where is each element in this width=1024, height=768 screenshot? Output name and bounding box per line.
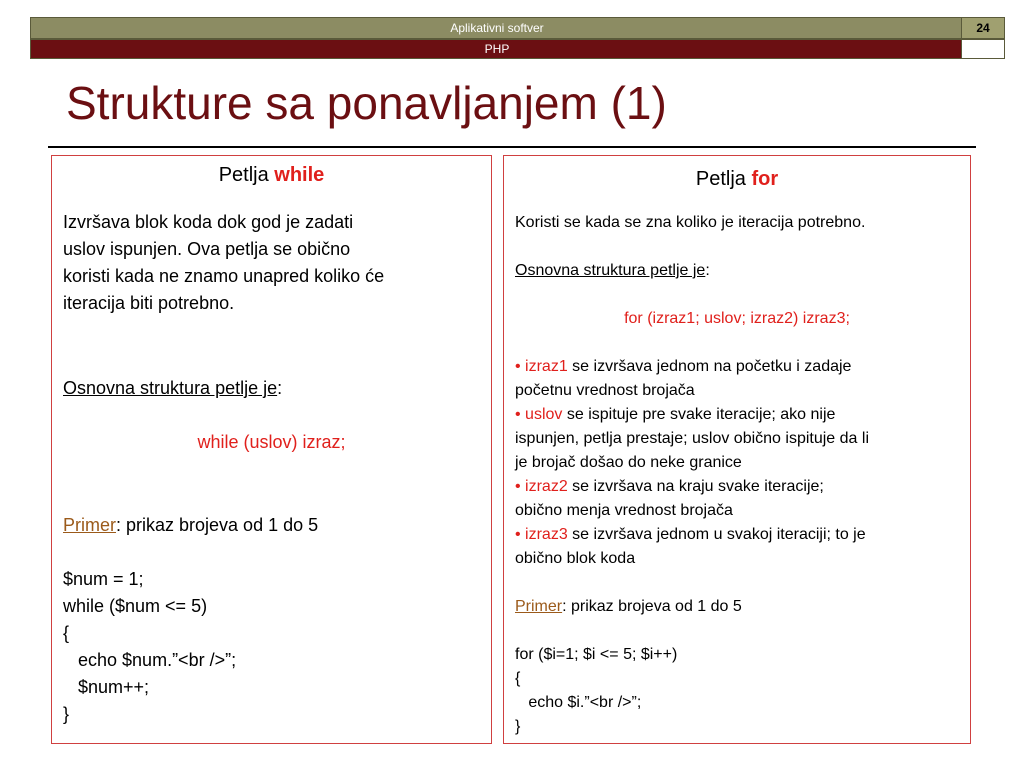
bullet-continuation: ispunjen, petlja prestaje; uslov obično ispituje da li — [515, 430, 869, 447]
while-code-line-6: } — [63, 704, 70, 724]
while-title-keyword: while — [274, 164, 325, 186]
for-panel-title — [504, 168, 970, 191]
while-code-line-4: echo $num.”<br />”; — [63, 650, 237, 670]
while-example-label: Primer — [63, 515, 116, 535]
while-syntax: while (uslov) izraz; — [197, 432, 346, 452]
bullet-continuation: obično blok koda — [515, 550, 636, 567]
for-example-label: Primer — [515, 598, 563, 615]
slide-number: 24 — [961, 18, 1004, 38]
bullet-text: se izvršava na kraju svake iteracije; — [567, 478, 824, 495]
for-example-heading — [515, 595, 742, 619]
for-structure-colon: : — [705, 262, 710, 279]
for-title-keyword: for — [751, 168, 779, 190]
for-bullet-uslov — [515, 403, 835, 427]
while-panel-title — [52, 164, 491, 187]
while-desc-line-1: Izvršava blok koda dok god je zadati — [63, 212, 354, 232]
slide-title: Strukture sa ponavljanjem (1) — [66, 77, 667, 129]
while-desc-line-4: iteracija biti potrebno. — [63, 293, 235, 313]
while-code-line-5: $num++; — [63, 677, 150, 697]
for-bullet-izraz1 — [515, 355, 851, 379]
for-loop-panel — [503, 155, 971, 744]
bullet-marker: • izraz1 — [515, 358, 568, 375]
for-code-line-3: echo $i.”<br />”; — [515, 694, 642, 711]
for-bullet-izraz2 — [515, 475, 824, 499]
bullet-text: se izvršava jednom na početku i zadaje — [567, 358, 852, 375]
while-desc-line-2: uslov ispunjen. Ova petlja se obično — [63, 239, 351, 259]
for-syntax: for (izraz1; uslov; izraz2) izraz3; — [624, 310, 850, 327]
while-code-line-3: { — [63, 623, 70, 643]
for-example-text: : prikaz brojeva od 1 do 5 — [562, 598, 742, 615]
bullet-continuation: obično menja vrednost brojača — [515, 502, 733, 519]
for-bullet-izraz3 — [515, 523, 866, 547]
while-example-heading — [63, 513, 318, 537]
bullet-continuation: početnu vrednost brojača — [515, 382, 695, 399]
for-structure-label — [515, 259, 710, 283]
while-loop-panel — [51, 155, 492, 744]
header-topic-bar — [30, 39, 1005, 59]
while-code-line-2: while ($num <= 5) — [63, 596, 208, 616]
for-intro: Koristi se kada se zna koliko je iteracija potrebno. — [515, 214, 866, 231]
bullet-marker: • izraz3 — [515, 526, 568, 543]
for-title-prefix: Petlja — [695, 168, 752, 190]
bullet-marker: • uslov — [515, 406, 563, 423]
bullet-continuation: je brojač došao do neke granice — [515, 454, 742, 471]
while-structure-label — [63, 376, 282, 400]
for-structure-text: Osnovna struktura petlje je — [515, 262, 706, 279]
while-desc-line-3: koristi kada ne znamo unapred koliko će — [63, 266, 385, 286]
while-structure-text: Osnovna struktura petlje je — [63, 378, 278, 398]
topic-spacer — [961, 40, 1004, 58]
header-course-bar — [30, 17, 1005, 39]
course-title: Aplikativni softver — [31, 18, 963, 38]
for-code-line-1: for ($i=1; $i <= 5; $i++) — [515, 646, 678, 663]
title-divider — [48, 146, 976, 148]
while-title-prefix: Petlja — [218, 164, 275, 186]
bullet-text: se ispituje pre svake iteracije; ako nije — [562, 406, 836, 423]
while-structure-colon: : — [277, 378, 283, 398]
while-code-line-1: $num = 1; — [63, 569, 144, 589]
topic-title: PHP — [31, 40, 963, 58]
for-code-line-4: } — [515, 718, 521, 735]
while-example-text: : prikaz brojeva od 1 do 5 — [116, 515, 319, 535]
for-code-line-2: { — [515, 670, 521, 687]
bullet-text: se izvršava jednom u svakoj iteraciji; to je — [567, 526, 866, 543]
bullet-marker: • izraz2 — [515, 478, 568, 495]
